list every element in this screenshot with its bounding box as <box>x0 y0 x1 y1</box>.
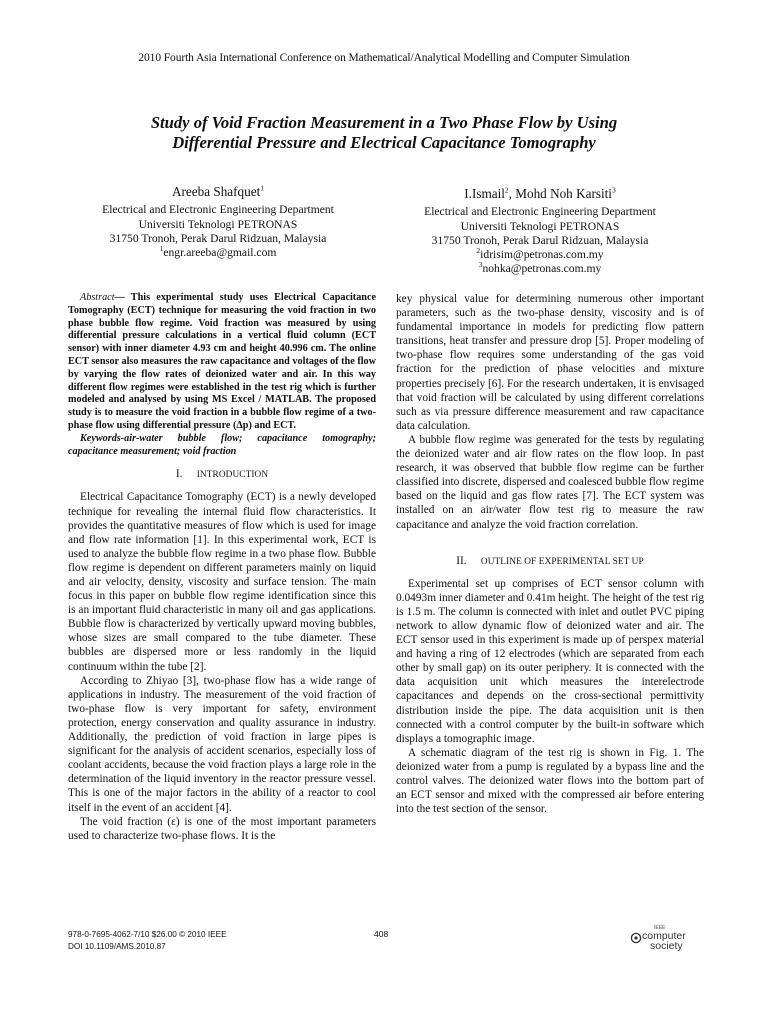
author-dept: Electrical and Electronic Engineering Department <box>102 203 334 217</box>
logo-line-1: computer <box>642 930 686 942</box>
section-heading-introduction <box>68 467 376 482</box>
computer-society-logo <box>628 921 698 951</box>
conference-header: 2010 Fourth Asia International Conference on Mathematical/Analytical Modelling and Computer Simulation <box>138 52 630 64</box>
author-university: Universiti Teknologi PETRONAS <box>460 219 620 233</box>
logo-line-2: society <box>650 940 683 951</box>
author-names <box>390 187 690 201</box>
intro-paragraph-3: The void fraction (ε) is one of the most important parameters used to characterize two-phase flows. It is the <box>68 815 376 842</box>
setup-paragraph-1: Experimental set up comprises of ECT sensor column with 0.0493m inner diameter and 0.41m height. The height of the test rig is 1.5 m. The column is connected with inlet and outlet PVC piping network to allow dynamic flow of deionized water and air. The ECT sensor used in this experiment is made up of perspex material and having a ring of 12 electrodes (which are separated from each other by small gap) on its outer periphery. It is connected with the data acquisition unit which measures the interelectrode capacitances and depends on the cross-sectional permittivity distribution inside the pipe. The data acquisition unit is then connected with a control computer by the built-in software which displays a tomographic image. <box>396 577 704 745</box>
author-email-2 <box>390 262 690 276</box>
email-sup-1: 2 <box>476 246 481 256</box>
author-sup: 1 <box>260 183 264 193</box>
email-sup-2: 3 <box>478 260 483 270</box>
author-address: 31750 Tronoh, Perak Darul Ridzuan, Malaysia <box>109 231 327 245</box>
abstract-text: — This experimental study uses Electrical Capacitance Tomography (ECT) technique for measuring the void fraction in two phase bubble flow regime. Void fraction was measured by using differential pressure calculations in a vertical fluid column (ECT sensor) with inner diameter 4.93 cm and height 40.996 cm. The online ECT sensor also measures the raw capacitance and voltages of the flow by varying the flow rates of deionized water and air. In this way different flow regimes were established in the test rig which is further modeled and analysed by using MS Excel / MATLAB. The proposed study is to measure the void fraction in a bubble flow regime of a two-phase flow using differential pressure (Δp) and ECT. <box>68 292 376 431</box>
author-email-1 <box>390 248 690 262</box>
abstract <box>68 292 376 433</box>
left-column <box>68 292 376 843</box>
abstract-label: Abstract <box>80 292 115 303</box>
page-number: 408 <box>374 929 389 939</box>
intro-paragraph-1: Electrical Capacitance Tomography (ECT) is a newly developed technique for revealing the internal fluid flow characteristics. It provides the quantitative measures of flow which is used for image and flow rate information [1]. In this experimental work, ECT is used to analyze the bubble flow regime in a two phase flow. Bubble flow regime is dependent on different parameters mainly on liquid and air velocity, density, viscosity and surface tension. The main focus in this paper on bubble flow regime identification since this is an important fluid characteristic in many oil and gas applications. Bubble flow is characterized by vertically upward moving bubbles, whose sizes are small compared to the tube diameter. These bubbles are dispersed more or less randomly in the liquid continuum within the tube [2]. <box>68 491 376 673</box>
intro-paragraph-2: According to Zhiyao [3], two-phase flow has a wide range of applications in industry. The measurement of the void fraction of two-phase flow is very important for safety, environment protection, energy conservation and quality assurance in industry. Additionally, the prediction of void fraction in large pipes is significant for the analysis of accident scenarios, especially loss of coolant accidents, because the void fraction plays a large role in the determination of the liquid inventory in the reactor pressure vessel. This is one of the major factors in the ability of a reactor to cool itself in the event of an accident [4]. <box>68 674 376 814</box>
email-sup: 1 <box>159 244 164 254</box>
title-line-2: Differential Pressure and Electrical Capacitance Tomography <box>172 133 596 152</box>
paper-title <box>80 113 688 153</box>
footer-doi: DOI 10.1109/AMS.2010.87 <box>68 941 166 951</box>
footer-copyright <box>68 929 227 952</box>
title-line-1: Study of Void Fraction Measurement in a Two Phase Flow by Using <box>150 113 618 132</box>
author-block-right <box>390 187 690 277</box>
author-name-2: , Mohd Noh Karsiti <box>508 186 612 201</box>
section-number: I. <box>175 468 183 481</box>
author-dept: Electrical and Electronic Engineering Department <box>424 205 656 219</box>
author-university: Universiti Teknologi PETRONAS <box>138 217 298 231</box>
email-text-1: idrisim@petronas.com.my <box>480 248 604 262</box>
email-text: engr.areeba@gmail.com <box>163 246 277 260</box>
right-paragraph-1: key physical value for determining numerous other important parameters, such as the two-phase density, viscosity and is of fundamental importance in models for predicting flow pattern transitions, heat transfer and pressure drop [5]. Proper modeling of two-phase flow requires some understanding of the gas void fraction for the prediction of phase velocities and mixture properties precisely [6]. For the research undertaken, it is envisaged that void fraction will be calculated by using different correlations such as via pressure difference measurement and raw capacitance data calculation. <box>396 293 704 432</box>
author-address: 31750 Tronoh, Perak Darul Ridzuan, Malaysia <box>431 233 649 247</box>
right-paragraph-2: A bubble flow regime was generated for the tests by regulating the deionized water and air flow rates on the flow loop. In past research, it was observed that bubble flow regime can be further classified into discrete, dispersed and coalesced bubble flow regime based on the liquid and gas flow rates [7]. The ECT system was installed on an air/water flow test rig to measure the raw capacitance and analyze the void fraction correlation. <box>396 433 704 531</box>
author-name-text: Areeba Shafquet <box>172 184 261 199</box>
author-sup-2: 3 <box>611 185 616 195</box>
email-text-2: nohka@petronas.com.my <box>482 262 602 276</box>
footer-isbn: 978-0-7695-4062-7/10 $26.00 © 2010 IEEE <box>68 930 227 939</box>
section-heading-setup <box>396 554 704 569</box>
author-email <box>68 246 368 260</box>
author-sup-1: 2 <box>504 185 509 195</box>
section-title: OUTLINE OF EXPERIMENTAL SET UP <box>480 556 644 567</box>
author-block-left <box>68 185 368 260</box>
keywords: Keywords-air-water bubble flow; capacitance tomography; capacitance measurement; void fraction <box>68 432 376 457</box>
section-number: II. <box>456 554 467 567</box>
right-column <box>396 292 704 816</box>
logo-ieee: IEEE <box>654 925 666 931</box>
section-title: INTRODUCTION <box>196 470 269 481</box>
author-name-1: I.Ismail <box>464 186 505 201</box>
setup-paragraph-2: A schematic diagram of the test rig is shown in Fig. 1. The deionized water from a pump is regulated by a bypass line and the control valves. The deionized water flows into the bottom part of an ECT sensor and mixed with the compressed air before entering into the test section of the sensor. <box>396 746 704 816</box>
author-name <box>68 185 368 199</box>
